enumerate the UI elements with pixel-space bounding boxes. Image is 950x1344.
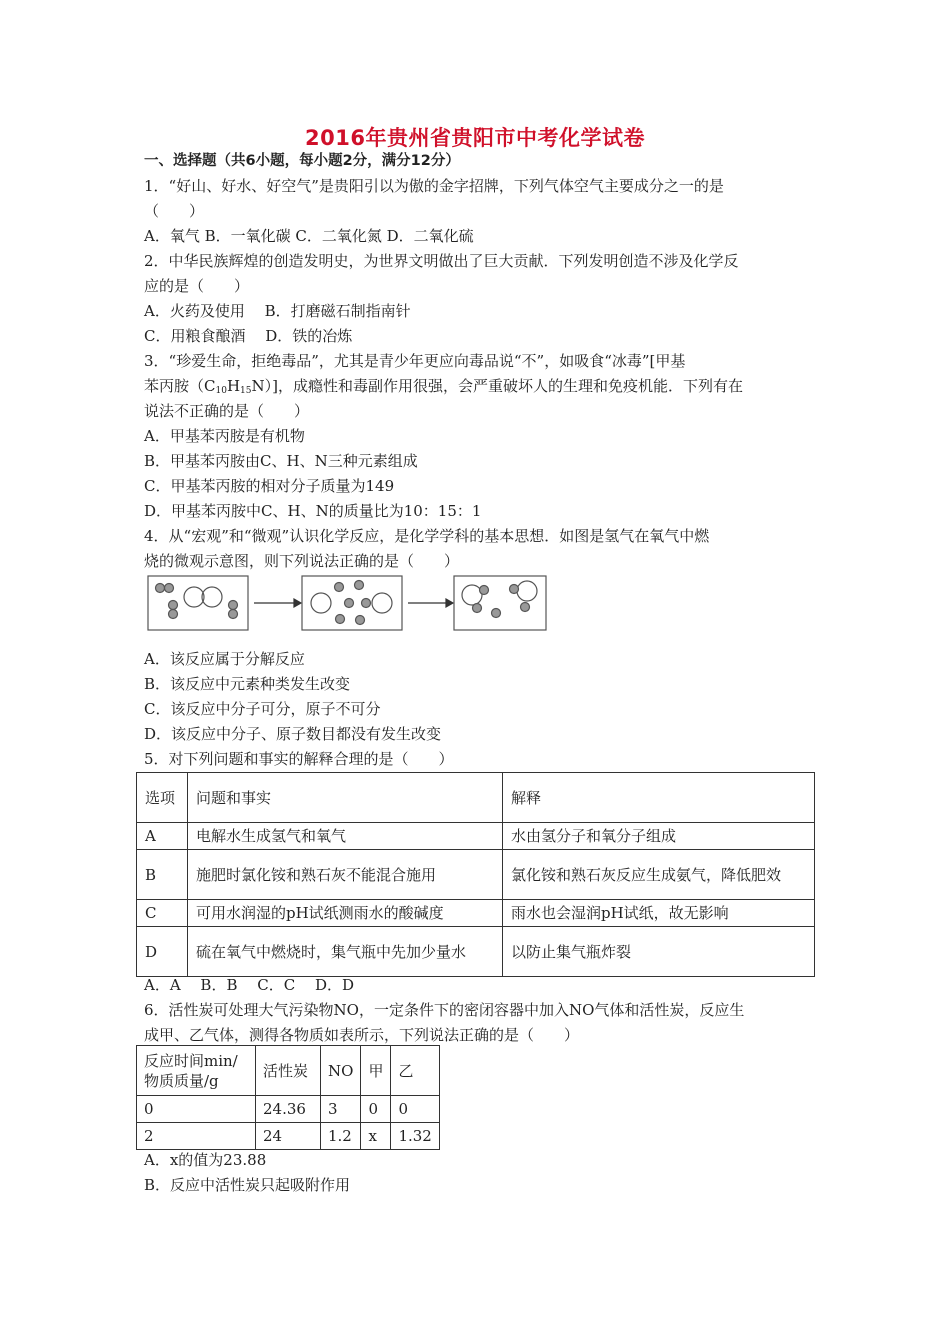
hydrogen-atom	[356, 616, 365, 625]
q3-option-a: A．甲基苯丙胺是有机物	[144, 427, 305, 445]
q3-stem-line3: 说法不正确的是（ ）	[144, 402, 310, 420]
table-row	[137, 927, 815, 977]
table-row	[137, 900, 815, 927]
row-explanation: 以防止集气瓶炸裂	[503, 927, 815, 977]
hydrogen-atom	[229, 601, 238, 610]
hydrogen-atom	[169, 601, 178, 610]
table-row	[137, 850, 815, 900]
cell-jia: x	[361, 1123, 391, 1150]
hydrogen-atom	[355, 581, 364, 590]
q3-formula-pre: 苯丙胺（C	[144, 377, 216, 395]
q3-option-c: C．甲基苯丙胺的相对分子质量为149	[144, 477, 395, 495]
section-heading: 一、选择题（共6小题，每小题2分，满分12分）	[144, 153, 460, 169]
q1-stem-line2: （ ）	[144, 202, 205, 220]
q3-stem-line1: 3．“珍爱生命，拒绝毒品”，尤其是青少年更应向毒品说“不”，如吸食“冰毒”[甲基	[144, 352, 686, 370]
table-header-row	[137, 1046, 440, 1096]
cell-time: 2	[137, 1123, 256, 1150]
q1-options: A．氧气 B．一氧化碳 C．二氧化氮 D．二氧化硫	[144, 227, 474, 245]
header-yi: 乙	[391, 1046, 439, 1096]
cell-jia: 0	[361, 1096, 391, 1123]
q6-stem-line1: 6．活性炭可处理大气污染物NO，一定条件下的密闭容器中加入NO气体和活性炭，反应生	[144, 1001, 745, 1019]
row-fact: 施肥时氯化铵和熟石灰不能混合施用	[188, 850, 503, 900]
header-activated-carbon: 活性炭	[256, 1046, 321, 1096]
arrow-head	[446, 599, 453, 607]
q3-option-b: B．甲基苯丙胺由C、H、N三种元素组成	[144, 452, 418, 470]
row-option: C	[137, 900, 188, 927]
table-row	[137, 1096, 440, 1123]
row-explanation: 雨水也会湿润pH试纸，故无影响	[503, 900, 815, 927]
hydrogen-atom	[165, 584, 174, 593]
q4-stem-line1: 4．从“宏观”和“微观”认识化学反应，是化学学科的基本思想．如图是氢气在氧气中燃	[144, 527, 710, 545]
hydrogen-atom	[169, 610, 178, 619]
reaction-diagram	[144, 573, 548, 633]
oxygen-atom	[462, 585, 482, 605]
q3-formula-sub-c: 10	[215, 386, 227, 396]
hydrogen-atom	[336, 615, 345, 624]
table-header-row	[137, 773, 815, 823]
q6-stem-line2: 成甲、乙气体，测得各物质如表所示，下列说法正确的是（ ）	[144, 1026, 580, 1044]
header-time-mass: 反应时间min/物质质量/g	[137, 1046, 256, 1096]
q3-formula-post: N）]，成瘾性和毒副作用很强，会严重破坏人的生理和免疫机能．下列有在	[251, 377, 743, 395]
hydrogen-atom	[335, 583, 344, 592]
oxygen-atom	[517, 581, 537, 601]
q6-table	[136, 1045, 440, 1150]
table-row	[137, 823, 815, 850]
q2-stem-line1: 2．中华民族辉煌的创造发明史，为世界文明做出了巨大贡献．下列发明创造不涉及化学反	[144, 252, 739, 270]
q3-option-d: D．甲基苯丙胺中C、H、N的质量比为10：15：1	[144, 502, 482, 520]
oxygen-atom	[311, 593, 331, 613]
q2-options-cd: C．用粮食酿酒 D．铁的冶炼	[144, 327, 353, 345]
q4-option-c: C．该反应中分子可分，原子不可分	[144, 700, 381, 718]
row-fact: 可用水润湿的pH试纸测雨水的酸碱度	[188, 900, 503, 927]
row-fact: 电解水生成氢气和氧气	[188, 823, 503, 850]
hydrogen-atom	[156, 584, 165, 593]
hydrogen-atom	[480, 586, 489, 595]
row-option: A	[137, 823, 188, 850]
q3-formula-h: H	[226, 377, 241, 395]
row-option: B	[137, 850, 188, 900]
hydrogen-atom	[521, 603, 530, 612]
q5-table	[136, 772, 815, 977]
q1-stem-line1: 1．“好山、好水、好空气”是贵阳引以为傲的金字招牌，下列气体空气主要成分之一的是	[144, 177, 724, 195]
hydrogen-atom	[492, 609, 501, 618]
cell-activated-carbon: 24.36	[256, 1096, 321, 1123]
q2-stem-line2: 应的是（ ）	[144, 277, 250, 295]
cell-yi: 0	[391, 1096, 439, 1123]
arrow-head	[294, 599, 301, 607]
hydrogen-atom	[229, 610, 238, 619]
q6-option-a: A．x的值为23.88	[144, 1151, 267, 1169]
cell-yi: 1.32	[391, 1123, 439, 1150]
row-explanation: 水由氢分子和氧分子组成	[503, 823, 815, 850]
header-explanation: 解释	[503, 773, 815, 823]
cell-no: 3	[321, 1096, 361, 1123]
hydrogen-atom	[362, 599, 371, 608]
oxygen-atom	[184, 587, 204, 607]
q5-stem: 5．对下列问题和事实的解释合理的是（ ）	[144, 750, 454, 768]
hydrogen-atom	[345, 599, 354, 608]
q3-formula-sub-h: 15	[240, 386, 252, 396]
page-title: 2016年贵州省贵阳市中考化学试卷	[305, 126, 645, 150]
row-fact: 硫在氧气中燃烧时，集气瓶中先加少量水	[188, 927, 503, 977]
product-box	[454, 576, 546, 630]
q4-stem-line2: 烧的微观示意图，则下列说法正确的是（ ）	[144, 552, 460, 570]
header-no: NO	[321, 1046, 361, 1096]
header-option: 选项	[137, 773, 188, 823]
q5-options: A．A B．B C．C D．D	[144, 976, 355, 994]
cell-no: 1.2	[321, 1123, 361, 1150]
hydrogen-atom	[510, 585, 519, 594]
q6-option-b: B．反应中活性炭只起吸附作用	[144, 1176, 351, 1194]
q4-option-a: A．该反应属于分解反应	[144, 650, 305, 668]
q4-option-d: D．该反应中分子、原子数目都没有发生改变	[144, 725, 442, 743]
q4-option-b: B．该反应中元素种类发生改变	[144, 675, 351, 693]
header-fact: 问题和事实	[188, 773, 503, 823]
table-row	[137, 1123, 440, 1150]
cell-activated-carbon: 24	[256, 1123, 321, 1150]
row-explanation: 氯化铵和熟石灰反应生成氨气，降低肥效	[503, 850, 815, 900]
hydrogen-atom	[473, 604, 482, 613]
q3-stem-line2	[144, 376, 743, 401]
cell-time: 0	[137, 1096, 256, 1123]
oxygen-atom	[202, 587, 222, 607]
header-jia: 甲	[361, 1046, 391, 1096]
row-option: D	[137, 927, 188, 977]
q2-options-ab: A．火药及使用 B．打磨磁石制指南针	[144, 302, 411, 320]
oxygen-atom	[372, 593, 392, 613]
